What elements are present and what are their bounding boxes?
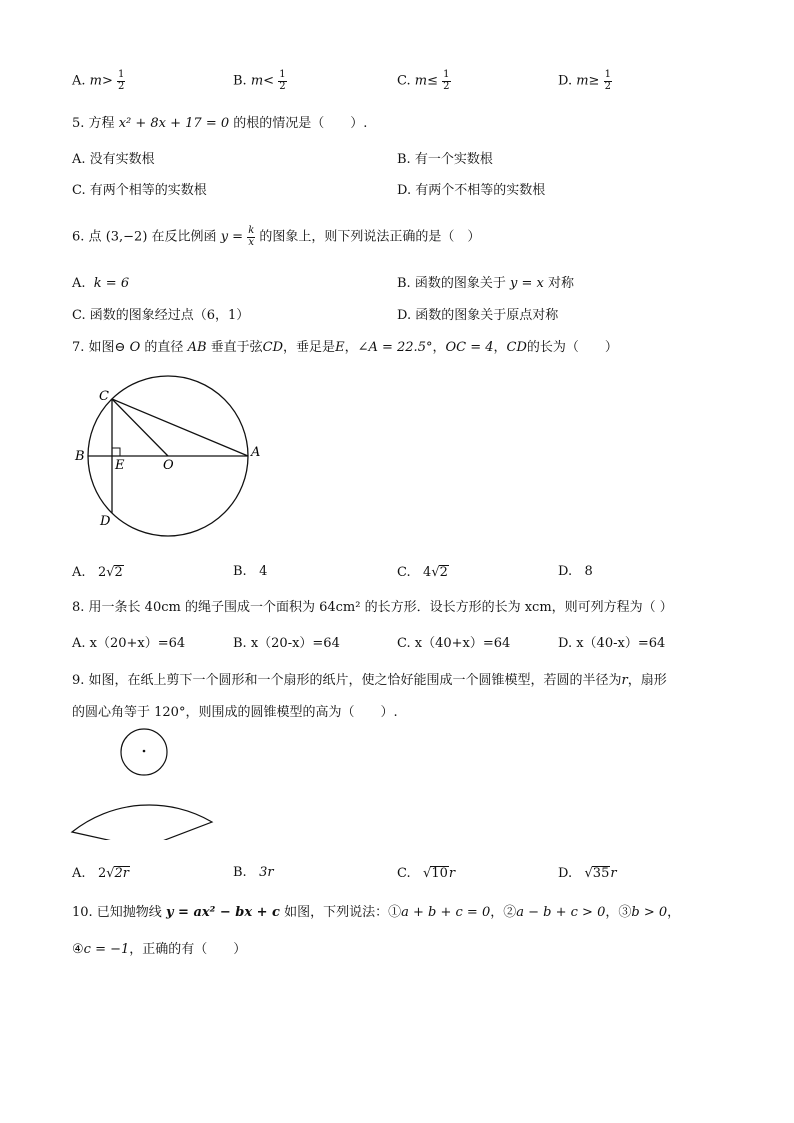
q6-func-lhs: y = bbox=[220, 229, 244, 245]
q7-math-ab: AB bbox=[187, 340, 207, 355]
q6-mid: 在反比例函 bbox=[151, 229, 217, 245]
q8-option-a: A. x（20+x）=64 bbox=[72, 636, 186, 651]
q10-text: 如图，下列说法：① bbox=[284, 905, 402, 920]
q9-cone-net-figure bbox=[66, 724, 222, 840]
q8-option-b: B. x（20-x）=64 bbox=[233, 636, 340, 651]
radical-sign: √ bbox=[584, 866, 593, 881]
q7-math-cd: CD bbox=[262, 340, 284, 355]
q10-text: 10. 已知抛物线 bbox=[72, 905, 162, 920]
q9-option-b bbox=[233, 866, 274, 879]
option-label: B. bbox=[233, 73, 247, 89]
q7-circle-figure bbox=[70, 368, 270, 540]
q5-prefix: 5. 方程 bbox=[72, 116, 115, 131]
sector bbox=[72, 805, 212, 840]
frac-den: 2 bbox=[604, 80, 611, 92]
center-dot bbox=[143, 750, 146, 753]
option-var: r bbox=[610, 866, 617, 881]
option-coef: 4 bbox=[423, 565, 432, 580]
option-math: m≤ bbox=[414, 73, 438, 89]
q4-option-b bbox=[233, 70, 287, 92]
radical-sign: √ bbox=[106, 565, 115, 580]
q10-func: y = ax² − bx + c bbox=[165, 905, 280, 920]
q6-option-b bbox=[397, 277, 574, 290]
radical-sign: √ bbox=[106, 866, 115, 881]
fraction bbox=[278, 70, 286, 92]
option-label: A. bbox=[72, 565, 86, 580]
q10-statement-1: a + b + c = 0 bbox=[401, 905, 491, 920]
q7-text: ， bbox=[493, 340, 507, 355]
q7-option-b bbox=[233, 565, 267, 578]
frac-den: 2 bbox=[279, 80, 286, 92]
label-b: B bbox=[75, 449, 85, 464]
fraction bbox=[117, 70, 125, 92]
frac-num: 1 bbox=[279, 69, 286, 80]
q10-stem-line1 bbox=[72, 906, 680, 919]
q6-stem bbox=[72, 226, 480, 248]
option-label: C. bbox=[397, 565, 411, 580]
q10-text: ，② bbox=[490, 905, 517, 920]
radicand: 10 bbox=[431, 866, 448, 881]
option-label: B. bbox=[233, 564, 247, 579]
q7-text: 的长为（ ） bbox=[526, 340, 618, 355]
q5-stem bbox=[72, 117, 367, 130]
q9-text: 9. 如图，在纸上剪下一个圆形和一个扇形的纸片，使之恰好能围成一个圆锥模型，若圆的半径为 bbox=[72, 673, 622, 688]
q6-option-d: D. 函数的图象关于原点对称 bbox=[397, 308, 559, 323]
q5-option-b: B. 有一个实数根 bbox=[397, 152, 493, 167]
label-d: D bbox=[100, 514, 111, 529]
q9-math-r: r bbox=[621, 673, 628, 688]
q7-text: ， bbox=[344, 340, 358, 355]
option-label: D. bbox=[558, 73, 573, 89]
option-value: 4 bbox=[259, 564, 268, 579]
q8-stem: 8. 用一条长 40cm 的绳子围成一个面积为 64cm² 的长方形．设长方形的长为 xcm，则可列方程为（ ） bbox=[72, 600, 673, 615]
q7-math-o: O bbox=[129, 340, 141, 355]
label-o: O bbox=[163, 458, 174, 473]
option-coef: 2 bbox=[97, 866, 107, 881]
option-value: 3r bbox=[259, 865, 274, 880]
segment-ca bbox=[112, 399, 248, 456]
segment-co bbox=[112, 399, 168, 456]
q10-statement-4: c = −1 bbox=[83, 942, 130, 957]
option-label: D. bbox=[558, 564, 573, 579]
q5-suffix: 的根的情况是（ ）. bbox=[233, 116, 368, 131]
option-math: m< bbox=[250, 73, 275, 89]
frac-den: 2 bbox=[118, 80, 125, 92]
option-label: A. bbox=[72, 73, 86, 89]
q4-option-c bbox=[397, 70, 451, 92]
q5-option-c: C. 有两个相等的实数根 bbox=[72, 183, 207, 198]
label-a: A bbox=[251, 445, 261, 460]
option-var: r bbox=[448, 866, 456, 881]
fraction bbox=[604, 70, 612, 92]
frac-den: x bbox=[248, 236, 255, 248]
radicand: 2r bbox=[114, 866, 130, 881]
radicand: 2 bbox=[439, 565, 448, 580]
q5-equation: x² + 8x + 17 = 0 bbox=[118, 116, 230, 131]
frac-num: 1 bbox=[118, 69, 125, 80]
q10-text: ④ bbox=[72, 942, 84, 957]
q9-stem-line2: 的圆心角等于 120°，则围成的圆锥模型的高为（ ）. bbox=[72, 705, 398, 720]
q7-math-oc: OC = 4 bbox=[445, 340, 494, 355]
q9-option-d bbox=[558, 866, 617, 880]
q5-option-a: A. 没有实数根 bbox=[72, 152, 155, 167]
q7-text: 的直径 bbox=[144, 340, 184, 355]
radical-sign: √ bbox=[423, 866, 432, 881]
q9-option-a bbox=[72, 866, 130, 880]
option-coef: 2 bbox=[97, 565, 107, 580]
q10-statement-3: b > 0 bbox=[631, 905, 668, 920]
frac-num: 1 bbox=[604, 69, 611, 80]
option-label: A. bbox=[72, 866, 86, 881]
q10-text: ，③ bbox=[605, 905, 632, 920]
option-label: D. bbox=[558, 866, 573, 881]
q8-option-d: D. x（40-x）=64 bbox=[558, 636, 666, 651]
q7-option-c bbox=[397, 565, 449, 579]
radicand: 2 bbox=[114, 565, 123, 580]
q9-text: ，扇形 bbox=[627, 673, 667, 688]
circle-symbol: ⊖ bbox=[114, 340, 126, 355]
q10-statement-2: a − b + c > 0 bbox=[516, 905, 606, 920]
right-angle-mark bbox=[112, 448, 120, 456]
frac-den: 2 bbox=[443, 80, 450, 92]
option-suffix: 对称 bbox=[547, 276, 574, 291]
fraction bbox=[442, 70, 450, 92]
q6-suffix: 的图象上，则下列说法正确的是（ ） bbox=[259, 229, 481, 245]
q6-option-c: C. 函数的图象经过点（6，1） bbox=[72, 308, 250, 323]
q9-stem-line1 bbox=[72, 674, 667, 687]
radical-sign: √ bbox=[431, 565, 440, 580]
option-label: A. bbox=[72, 276, 86, 291]
q10-stem-line2 bbox=[72, 943, 246, 956]
q5-option-d: D. 有两个不相等的实数根 bbox=[397, 183, 546, 198]
q7-stem bbox=[72, 341, 618, 354]
option-label: B. bbox=[233, 865, 247, 880]
option-math: m≥ bbox=[576, 73, 600, 89]
q10-text: ， bbox=[667, 905, 681, 920]
q6-point: (3,−2) bbox=[105, 229, 148, 245]
q7-text: ， bbox=[432, 340, 446, 355]
q4-option-d bbox=[558, 70, 612, 92]
q6-fraction bbox=[247, 226, 255, 248]
frac-num: k bbox=[248, 225, 255, 236]
label-e: E bbox=[115, 458, 125, 473]
q7-text: 7. 如图 bbox=[72, 340, 115, 355]
option-math: y = x bbox=[509, 276, 544, 291]
q7-math-e: E bbox=[335, 340, 345, 355]
q6-prefix: 6. 点 bbox=[72, 229, 102, 245]
option-label: C. bbox=[397, 73, 411, 89]
q4-option-a bbox=[72, 70, 125, 92]
option-value: 8 bbox=[584, 564, 593, 579]
q9-option-c bbox=[397, 866, 455, 880]
q7-math-cd: CD bbox=[506, 340, 527, 355]
option-text: B. 函数的图象关于 bbox=[397, 276, 506, 291]
q7-option-d bbox=[558, 565, 593, 578]
option-math: k = 6 bbox=[93, 276, 130, 291]
option-math: m> bbox=[89, 73, 113, 89]
label-c: C bbox=[99, 389, 109, 404]
option-label: C. bbox=[397, 866, 411, 881]
q7-math-angle: ∠A = 22.5° bbox=[357, 340, 433, 355]
q8-option-c: C. x（40+x）=64 bbox=[397, 636, 511, 651]
q7-text: 垂直于弦 bbox=[210, 340, 263, 355]
frac-num: 1 bbox=[443, 69, 450, 80]
radicand: 35 bbox=[592, 866, 610, 881]
q6-option-a bbox=[72, 277, 129, 290]
q10-text: ，正确的有（ ） bbox=[129, 942, 247, 957]
q7-option-a bbox=[72, 565, 124, 579]
q7-text: ，垂足是 bbox=[283, 340, 336, 355]
